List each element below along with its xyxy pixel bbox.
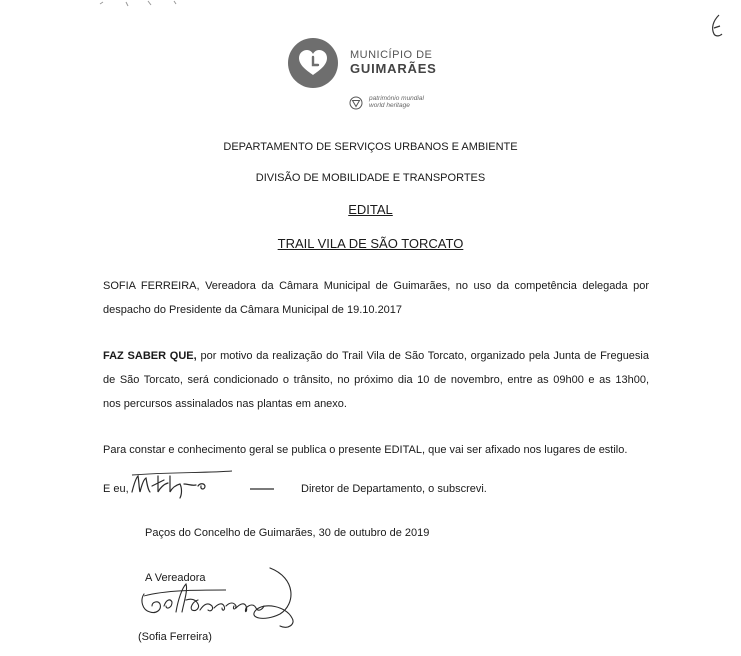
notice-line-1-text: por motivo da realização do Trail Vila de São Torcato, organizado pela Junta de Freguesia	[196, 350, 649, 362]
councillor-signature	[136, 560, 306, 632]
notice-line-3: nos percursos assinalados nas plantas em anexo.	[103, 398, 347, 410]
scan-mark-top-left	[96, 0, 186, 8]
world-heritage-badge	[349, 96, 424, 110]
logo-title-line2: GUIMARÃES	[350, 60, 437, 76]
subscription-prefix: E eu,	[103, 483, 129, 495]
intro-line-2: despacho do Presidente da Câmara Municipal de 19.10.2017	[103, 304, 403, 316]
publication-statement: Para constar e conhecimento geral se publica o presente EDITAL, que vai ser afixado nos lugares de estilo.	[103, 444, 628, 456]
edital-subject: TRAIL VILA DE SÃO TORCATO	[277, 236, 464, 251]
municipality-logo	[288, 38, 437, 88]
handwritten-mark-top-right	[705, 12, 727, 40]
intro-paragraph	[103, 274, 649, 322]
edital-title: EDITAL	[348, 202, 393, 217]
notice-paragraph	[103, 344, 649, 416]
division-heading: DIVISÃO DE MOBILIDADE E TRANSPORTES	[255, 172, 486, 184]
signatory-role: A Vereadora	[145, 572, 206, 584]
director-signature	[128, 470, 278, 500]
heart-hand-logo-icon	[288, 38, 338, 88]
heritage-line1: património mundial	[369, 95, 424, 103]
notice-line-2: de São Torcato, será condicionado o trânsito, no próximo dia 10 de novembro, entre as 09h00 e as 13h00,	[103, 374, 649, 386]
signatory-name: (Sofia Ferreira)	[138, 631, 212, 643]
subscription-suffix: Diretor de Departamento, o subscrevi.	[301, 483, 487, 495]
place-and-date: Paços do Concelho de Guimarães, 30 de outubro de 2019	[145, 527, 430, 539]
notice-lead: FAZ SABER QUE,	[103, 350, 197, 362]
department-heading: DEPARTAMENTO DE SERVIÇOS URBANOS E AMBIENTE	[223, 141, 518, 153]
intro-line-1: SOFIA FERREIRA, Vereadora da Câmara Municipal de Guimarães, no uso da competência delegada por	[103, 280, 649, 292]
heritage-line2: world heritage	[369, 102, 410, 109]
world-heritage-emblem-icon	[349, 96, 363, 110]
notice-line-1	[103, 344, 649, 368]
logo-title-line1: MUNICÍPIO DE	[350, 49, 433, 62]
